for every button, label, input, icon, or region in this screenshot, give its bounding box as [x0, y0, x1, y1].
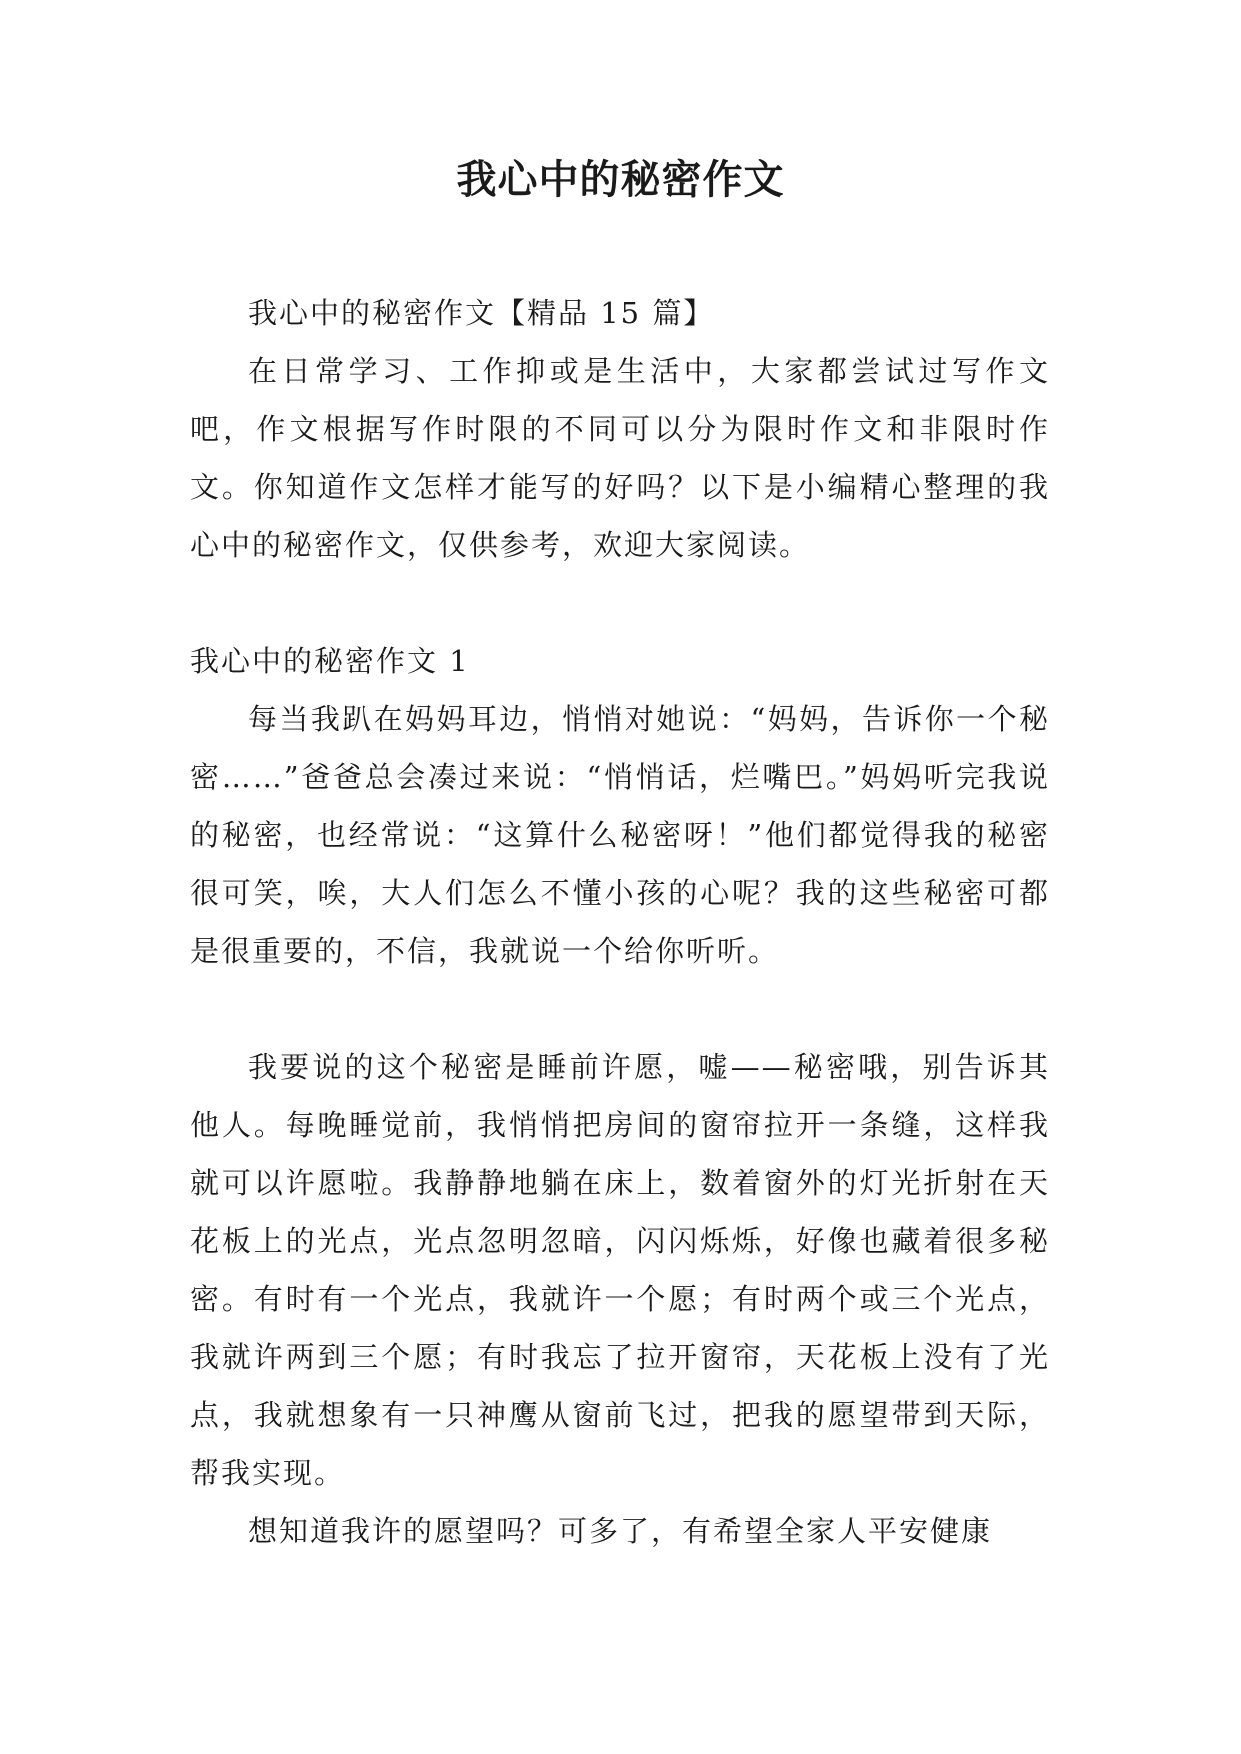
body-paragraph-1: 每当我趴在妈妈耳边，悄悄对她说：“妈妈，告诉你一个秘密……”爸爸总会凑过来说：“悄悄话，烂嘴巴。”妈妈听完我说的秘密，也经常说：“这算什么秘密呀！”他们都觉得我的秘密很可笑，唉，大人们怎么不懂小孩的心呢？我的这些秘密可都是很重要的，不信，我就说一个给你听听。: [190, 702, 1050, 968]
body-paragraph-2: 我要说的这个秘密是睡前许愿，嘘——秘密哦，别告诉其他人。每晚睡觉前，我悄悄把房间的窗帘拉开一条缝，这样我就可以许愿啦。我静静地躺在床上，数着窗外的灯光折射在天花板上的光点，光点忽明忽暗，闪闪烁烁，好像也藏着很多秘密。有时有一个光点，我就许一个愿；有时两个或三个光点，我就许两到三个愿；有时我忘了拉开窗帘，天花板上没有了光点，我就想象有一只神鹰从窗前飞过，把我的愿望带到天际，帮我实现。: [190, 1050, 1050, 1490]
section-heading: 我心中的秘密作文 1: [190, 644, 470, 678]
paragraph-spacer: [190, 980, 1050, 1038]
document-body: [190, 284, 1050, 1560]
document-title: 我心中的秘密作文: [456, 156, 785, 203]
body-paragraph-3: 想知道我许的愿望吗？可多了，有希望全家人平安健康: [248, 1514, 993, 1548]
paragraph-spacer: [190, 574, 1050, 632]
intro-subtitle: 我心中的秘密作文【精品 15 篇】: [248, 296, 715, 330]
intro-paragraph: 在日常学习、工作抑或是生活中，大家都尝试过写作文吧，作文根据写作时限的不同可以分为限时作文和非限时作文。你知道作文怎样才能写的好吗？以下是小编精心整理的我心中的秘密作文，仅供参考，欢迎大家阅读。: [190, 354, 1050, 562]
